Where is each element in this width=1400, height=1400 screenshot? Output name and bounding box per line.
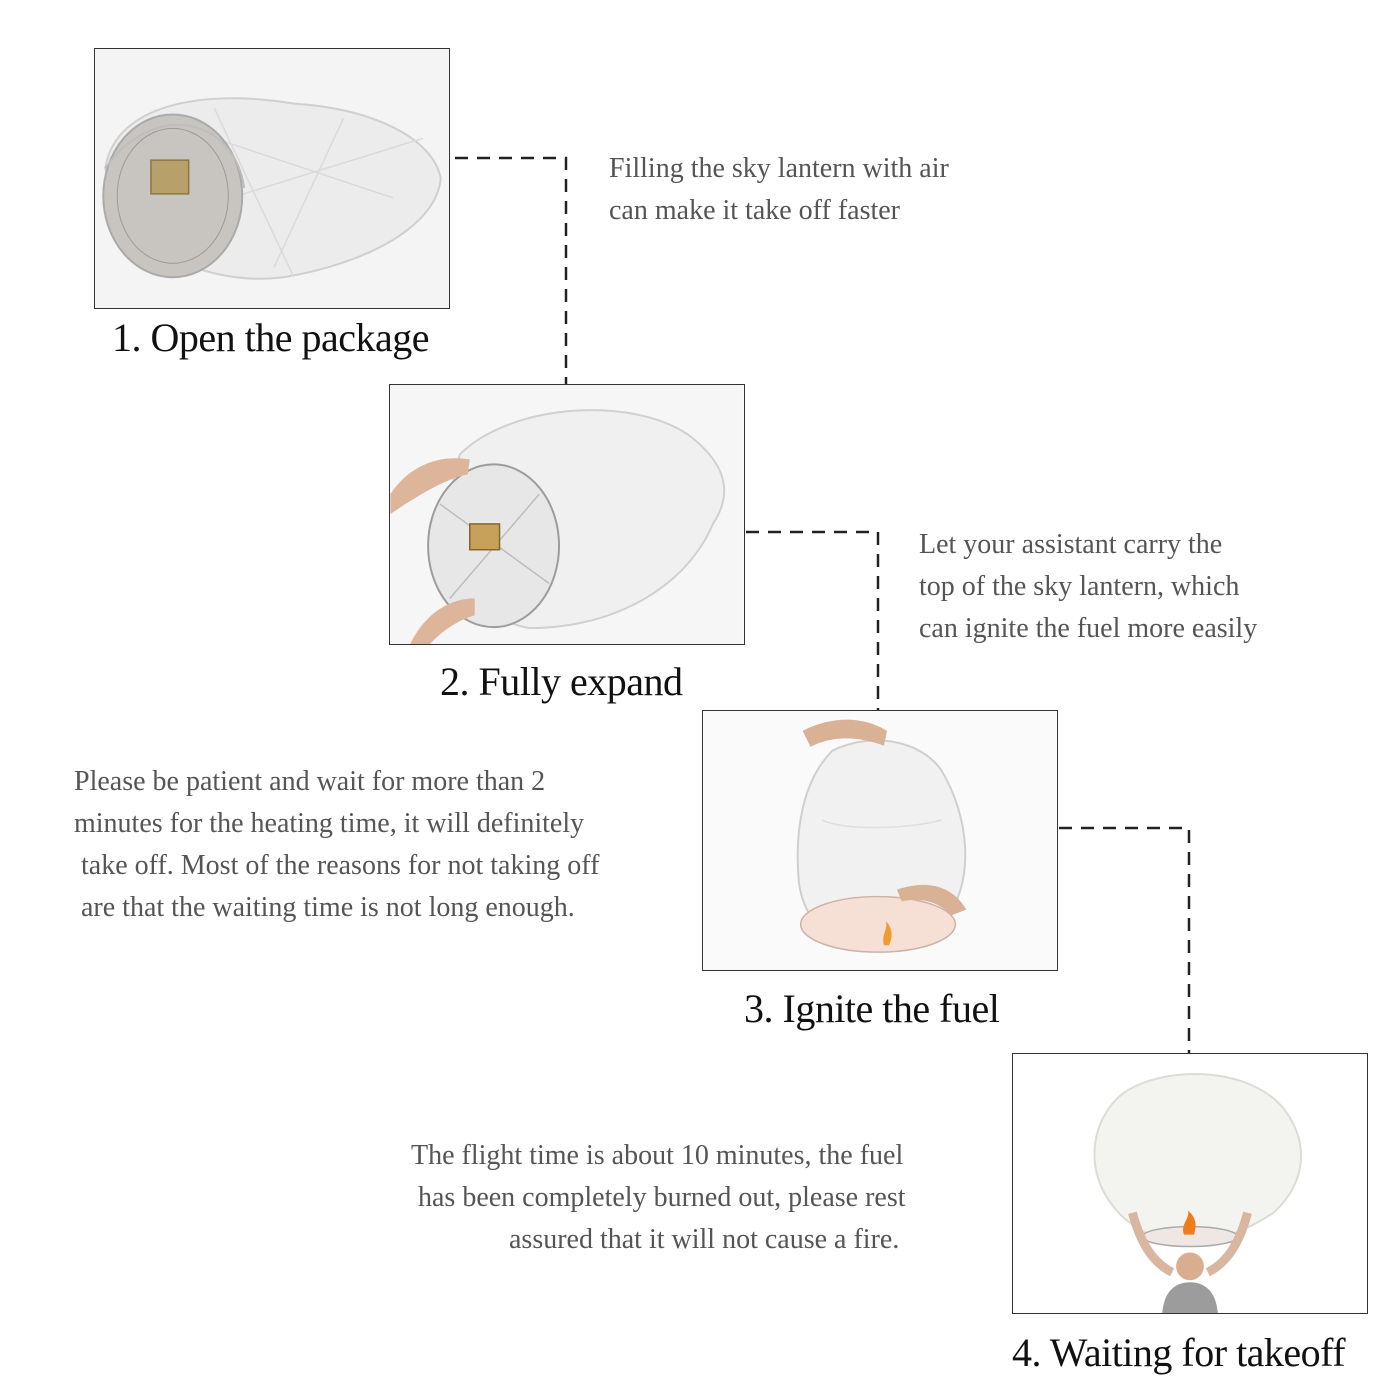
step-4-image xyxy=(1012,1053,1368,1314)
connector-2-3 xyxy=(746,532,878,710)
takeoff-lantern-illustration xyxy=(1013,1054,1367,1313)
note-assistant: Let your assistant carry the top of the sky lantern, which can ignite the fuel more easily xyxy=(919,529,1258,644)
step-4-title: 4. Waiting for takeoff xyxy=(1012,1330,1346,1375)
step-2-title: 2. Fully expand xyxy=(440,659,683,704)
step-1-image xyxy=(94,48,450,309)
note-flight-time: The flight time is about 10 minutes, the fuel has been completely burned out, please rest assured that it will not cause a fire. xyxy=(411,1140,906,1255)
step-3-image xyxy=(702,710,1058,971)
note-fill-air: Filling the sky lantern with air can make it take off faster xyxy=(609,153,949,226)
connector-1-2 xyxy=(455,158,566,384)
step-2-image xyxy=(389,384,745,645)
expanded-lantern-illustration xyxy=(390,385,744,644)
fuel-cell-icon xyxy=(151,160,189,194)
person-head-icon xyxy=(1176,1252,1204,1280)
note-patience: Please be patient and wait for more than 2 minutes for the heating time, it will definitely take off. Most of the reasons for not taking off are that the waiting time is not long enough. xyxy=(74,766,600,923)
ignite-lantern-illustration xyxy=(703,711,1057,970)
folded-lantern-illustration xyxy=(95,49,449,308)
connector-3-4 xyxy=(1059,828,1189,1054)
step-1-title: 1. Open the package xyxy=(112,315,430,360)
fuel-cell-icon xyxy=(470,524,500,550)
step-3-title: 3. Ignite the fuel xyxy=(744,986,1000,1031)
